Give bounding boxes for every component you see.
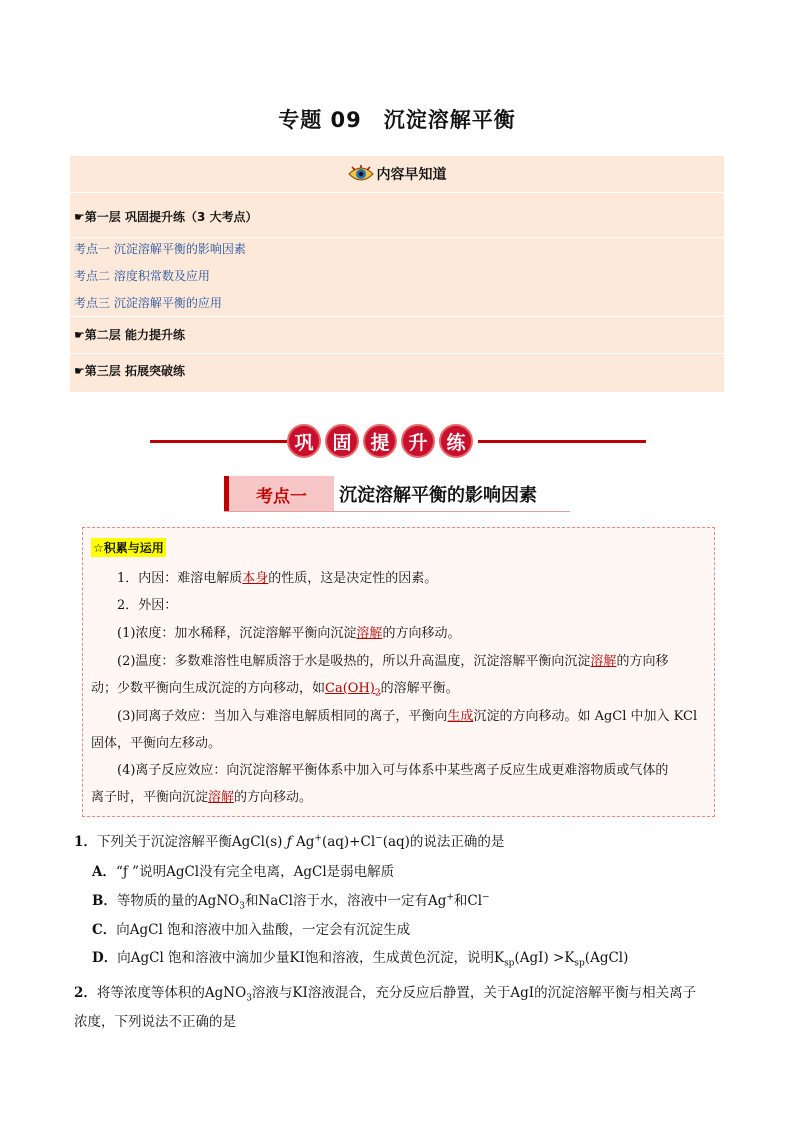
divider: [224, 511, 570, 512]
option-c[interactable]: C．向AgCl 饱和溶液中加入盐酸，一定会有沉淀生成: [92, 922, 411, 938]
toc-item-kaodian-1[interactable]: 考点一 沉淀溶解平衡的影响因素: [74, 242, 246, 256]
knowledge-line: (2)温度：多数难溶性电解质溶于水是吸热的，所以升高温度，沉淀溶解平衡向沉淀溶解的方向移: [117, 654, 669, 669]
banner-line-left: [150, 440, 287, 443]
knowledge-line: (3)同离子效应：当加入与难溶电解质相同的离子，平衡向生成沉淀的方向移动。如 AgCl 中加入 KCl: [117, 709, 698, 724]
option-b[interactable]: B．等物质的量的AgNO$_3$和NaCl溶于水，溶液中一定有Ag+和Cl−: [92, 892, 490, 912]
eye-icon: [348, 165, 374, 183]
knowledge-line: 固体，平衡向左移动。: [91, 736, 222, 751]
toc-level-1[interactable]: ☛第一层 巩固提升练（3 大考点）: [74, 210, 258, 224]
toc-item-kaodian-2[interactable]: 考点二 溶度积常数及应用: [74, 269, 210, 283]
divider: [70, 353, 724, 354]
banner-char: 固: [325, 424, 359, 458]
toc-heading: 内容早知道: [376, 167, 447, 183]
knowledge-box: [82, 527, 715, 817]
option-a[interactable]: A．“ƒ ”说明AgCl没有完全电离，AgCl是弱电解质: [92, 864, 395, 880]
divider: [70, 237, 724, 238]
divider: [70, 316, 724, 317]
toc-item-kaodian-3[interactable]: 考点三 沉淀溶解平衡的应用: [74, 296, 222, 310]
kaodian-label: 考点一: [224, 476, 334, 512]
banner-char: 提: [363, 424, 397, 458]
knowledge-line: (1)浓度：加水稀释，沉淀溶解平衡向沉淀溶解的方向移动。: [117, 626, 461, 641]
question-2-stem: 2．将等浓度等体积的AgNO$_3$溶液与KI溶液混合，充分反应后静置，关于AgI的沉淀溶解平衡与相关离子: [74, 985, 697, 1004]
knowledge-line: 1．内因：难溶电解质本身的性质，这是决定性的因素。: [117, 571, 438, 586]
hand-pointer-icon: ☛: [74, 210, 85, 224]
banner-char: 练: [439, 424, 473, 458]
hand-pointer-icon: ☛: [74, 364, 85, 378]
toc-level-2[interactable]: ☛第二层 能力提升练: [74, 328, 185, 342]
knowledge-line: 2．外因：: [117, 598, 178, 613]
toc-level-3[interactable]: ☛第三层 拓展突破练: [74, 364, 185, 378]
banner-char: 巩: [287, 424, 321, 458]
section-banner: [287, 424, 473, 458]
toc-panel: [70, 156, 724, 392]
question-1-stem: 1．下列关于沉淀溶解平衡AgCl(s) ƒ Ag+(aq)+Cl−(aq)的说法正确的是: [74, 833, 505, 850]
question-2-stem-cont: 浓度，下列说法不正确的是: [74, 1014, 236, 1030]
knowledge-line: 离子时，平衡向沉淀溶解的方向移动。: [91, 790, 313, 805]
kaodian-title: 沉淀溶解平衡的影响因素: [339, 485, 537, 506]
banner-line-right: [478, 440, 646, 443]
toc-header: [70, 156, 724, 193]
knowledge-line: (4)离子反应效应：向沉淀溶解平衡体系中加入可与体系中某些离子反应生成更难溶物质或气体的: [117, 763, 669, 778]
option-d[interactable]: D．向AgCl 饱和溶液中滴加少量KI饱和溶液，生成黄色沉淀，说明$K_{sp}(AgI)$ $>K_{sp}(AgCl)$: [92, 950, 629, 969]
hand-pointer-icon: ☛: [74, 328, 85, 342]
knowledge-tag: ☆积累与运用: [91, 538, 166, 557]
banner-char: 升: [401, 424, 435, 458]
knowledge-line: 动；少数平衡向生成沉淀的方向移动，如$Ca(OH)_2$的溶解平衡。: [91, 681, 459, 699]
page-title: 专题 09 沉淀溶解平衡: [278, 108, 516, 132]
